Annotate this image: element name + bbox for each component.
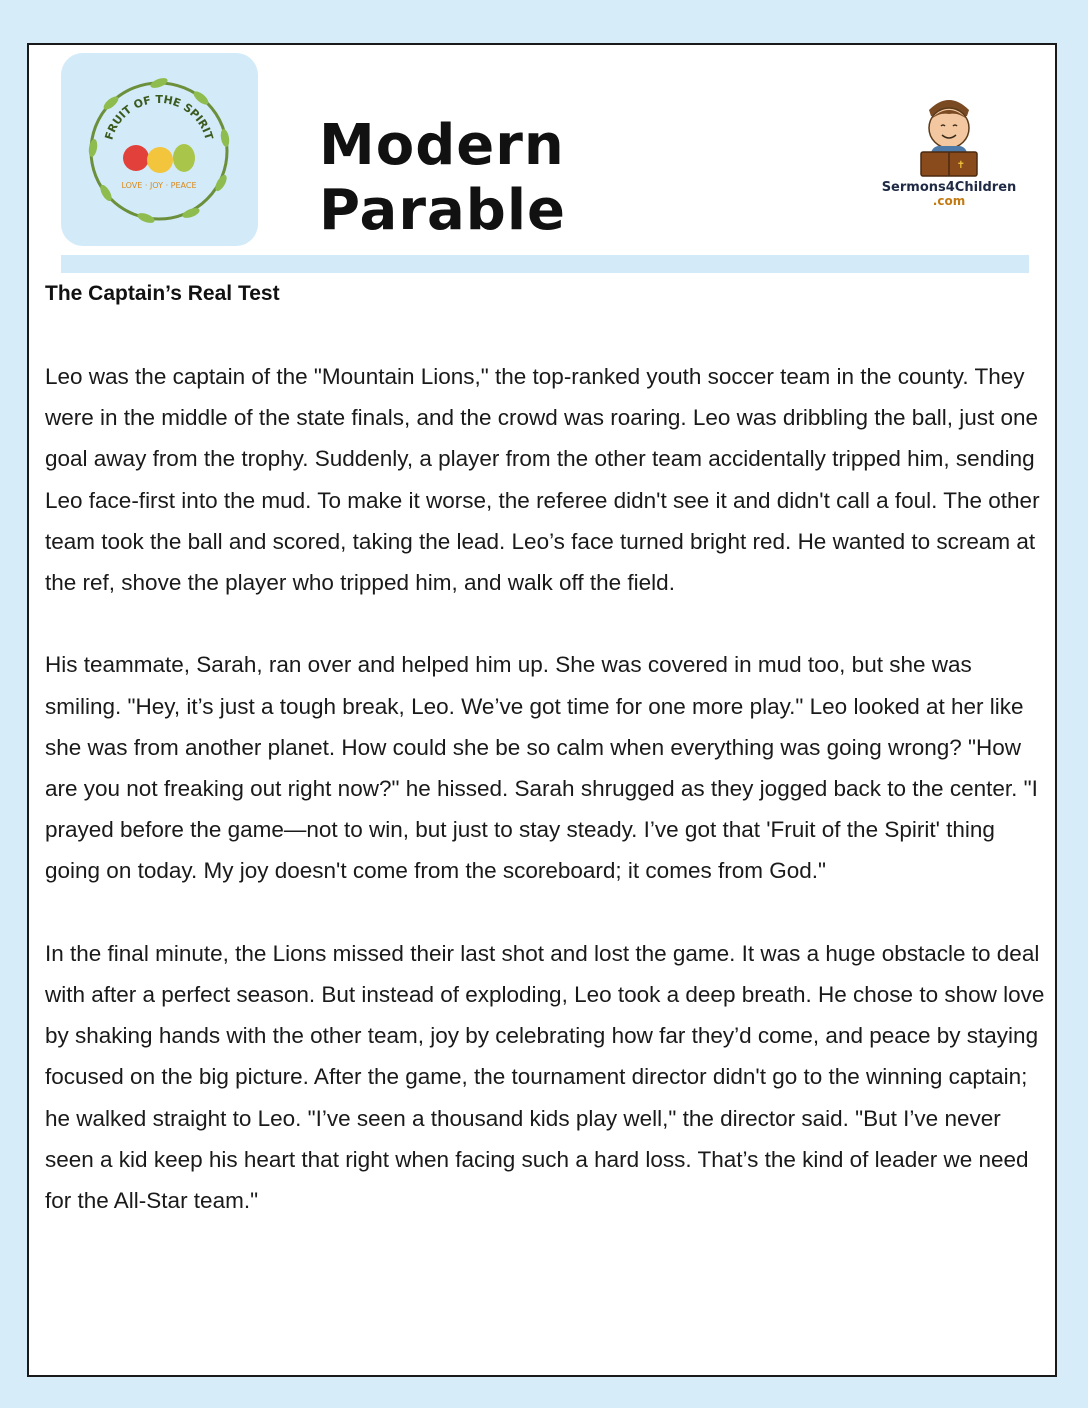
svg-text:FRUIT OF THE SPIRIT: FRUIT OF THE SPIRIT	[102, 92, 216, 142]
boy-reading-bible-icon	[869, 90, 1029, 180]
page-title: Modern Parable	[319, 113, 566, 243]
pear-icon	[173, 144, 195, 172]
fruit-of-the-spirit-logo	[61, 53, 258, 246]
story-paragraph: His teammate, Sarah, ran over and helped him up. She was covered in mud too, but she was smiling. "Hey, it’s just a tough break, Leo. We’ve got time for one more play." Leo looked at her like she was from another planet. How could she be so calm when everything was going wrong? "How are you not freaking out right now?" he hissed. Sarah shrugged as they jogged back to the center. "I prayed before the game—not to win, but just to stay steady. I’ve got that 'Fruit of the Spirit' thing going on today. My joy doesn't come from the scoreboard; it comes from God."	[45, 652, 1038, 884]
header-divider	[61, 255, 1029, 273]
story-paragraph: In the final minute, the Lions missed their last shot and lost the game. It was a huge obstacle to deal with after a perfect season. But instead of exploding, Leo took a deep breath. He chose to show love by shaking hands with the other team, joy by celebrating how far they’d come, and peace by staying focused on the big picture. After the game, the tournament director didn't go to the winning captain; he walked straight to Leo. "I’ve seen a thousand kids play well," the director said. "But I’ve never seen a kid keep his heart that right when facing such a hard loss. That’s the kind of leader we need for the All-Star team."	[45, 940, 1045, 1214]
wreath-icon	[61, 53, 258, 246]
story-body	[45, 356, 1050, 1262]
apple-icon	[123, 145, 149, 171]
story-title: The Captain’s Real Test	[45, 282, 280, 305]
brand-domain: .com	[932, 194, 966, 208]
cross-icon: ✝	[956, 160, 966, 171]
worksheet-page	[27, 43, 1057, 1377]
brand-name: Sermons4Children	[881, 180, 1017, 195]
sermons4children-logo	[869, 90, 1029, 220]
lemon-icon	[147, 147, 173, 173]
story-paragraph: Leo was the captain of the "Mountain Lions," the top-ranked youth soccer team in the county. They were in the middle of the state finals, and the crowd was roaring. Leo was dribbling the ball, just one goal away from the trophy. Suddenly, a player from the other team accidentally tripped him, sending Leo face-first into the mud. To make it worse, the referee didn't see it and didn't call a foul. The other team took the ball and scored, taking the lead. Leo’s face turned bright red. He wanted to scream at the ref, shove the player who tripped him, and walk off the field.	[45, 364, 1040, 596]
svg-text:LOVE · JOY · PEACE: LOVE · JOY · PEACE	[121, 181, 197, 190]
